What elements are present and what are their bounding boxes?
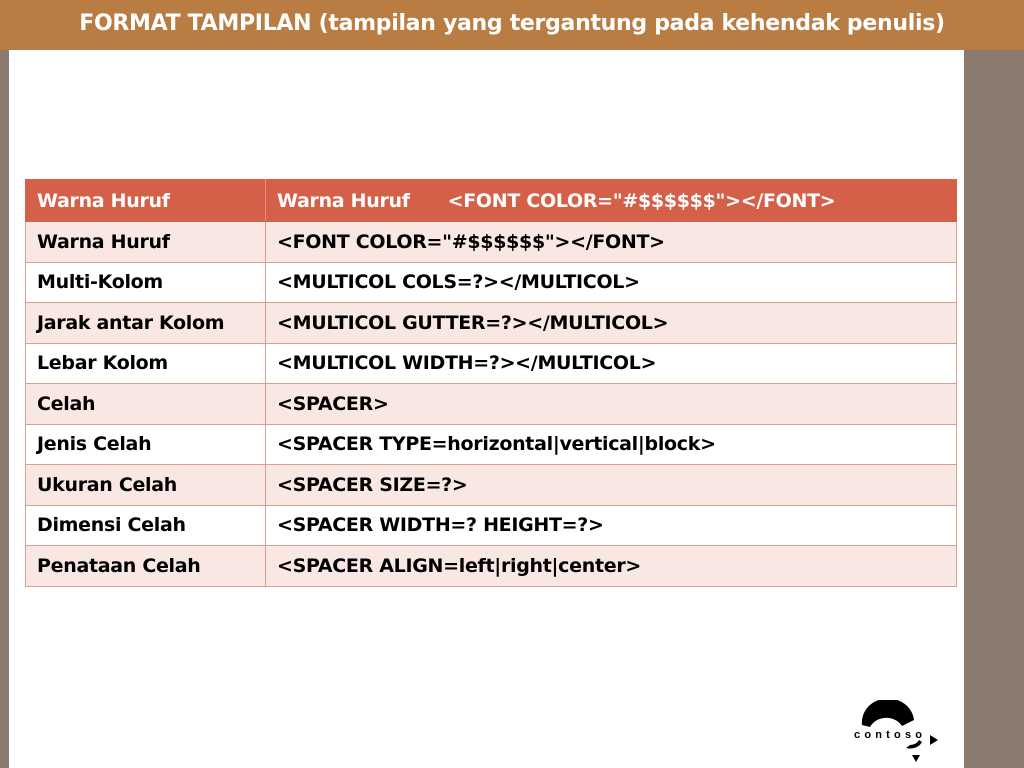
table-row [26,384,957,425]
table-cell-tag: <MULTICOL GUTTER=?></MULTICOL> [266,303,957,344]
table-row [26,343,957,384]
table-row [26,546,957,587]
table-row [26,222,957,263]
table-cell-tag: <SPACER WIDTH=? HEIGHT=?> [266,505,957,546]
table-cell-tag: <MULTICOL WIDTH=?></MULTICOL> [266,343,957,384]
table-cell-name: Celah [26,384,266,425]
table-cell-tag: <FONT COLOR="#$$$$$$"></FONT> [266,222,957,263]
table-cell-name: Warna Huruf [26,222,266,263]
contoso-logo [848,700,948,768]
logo-triangle-bottom [912,755,920,762]
table-row [26,424,957,465]
format-table [25,179,957,587]
table-cell-name: Multi-Kolom [26,262,266,303]
table-cell-name: Dimensi Celah [26,505,266,546]
table-header-row [26,180,957,222]
table-cell-tag: <SPACER ALIGN=left|right|center> [266,546,957,587]
table-cell-tag: <MULTICOL COLS=?></MULTICOL> [266,262,957,303]
slide-title: FORMAT TAMPILAN (tampilan yang tergantung pada kehendak penulis) [0,0,1024,50]
table-row [26,303,957,344]
table-cell-name: Lebar Kolom [26,343,266,384]
table-cell-name: Jarak antar Kolom [26,303,266,344]
table-cell-name: Jenis Celah [26,424,266,465]
logo-text: contoso [854,729,927,741]
table-header-cell: Warna Huruf <FONT COLOR="#$$$$$$"></FONT> [266,180,957,222]
table-header-cell: Warna Huruf [26,180,266,222]
logo-triangle-right [930,735,938,745]
logo-arc-shape [862,700,914,727]
table-cell-tag: <SPACER SIZE=?> [266,465,957,506]
table-row [26,505,957,546]
table-cell-tag: <SPACER> [266,384,957,425]
logo-lower-arc [906,740,922,749]
table-row [26,262,957,303]
table-row [26,465,957,506]
table-cell-name: Ukuran Celah [26,465,266,506]
table-cell-tag: <SPACER TYPE=horizontal|vertical|block> [266,424,957,465]
table-cell-name: Penataan Celah [26,546,266,587]
